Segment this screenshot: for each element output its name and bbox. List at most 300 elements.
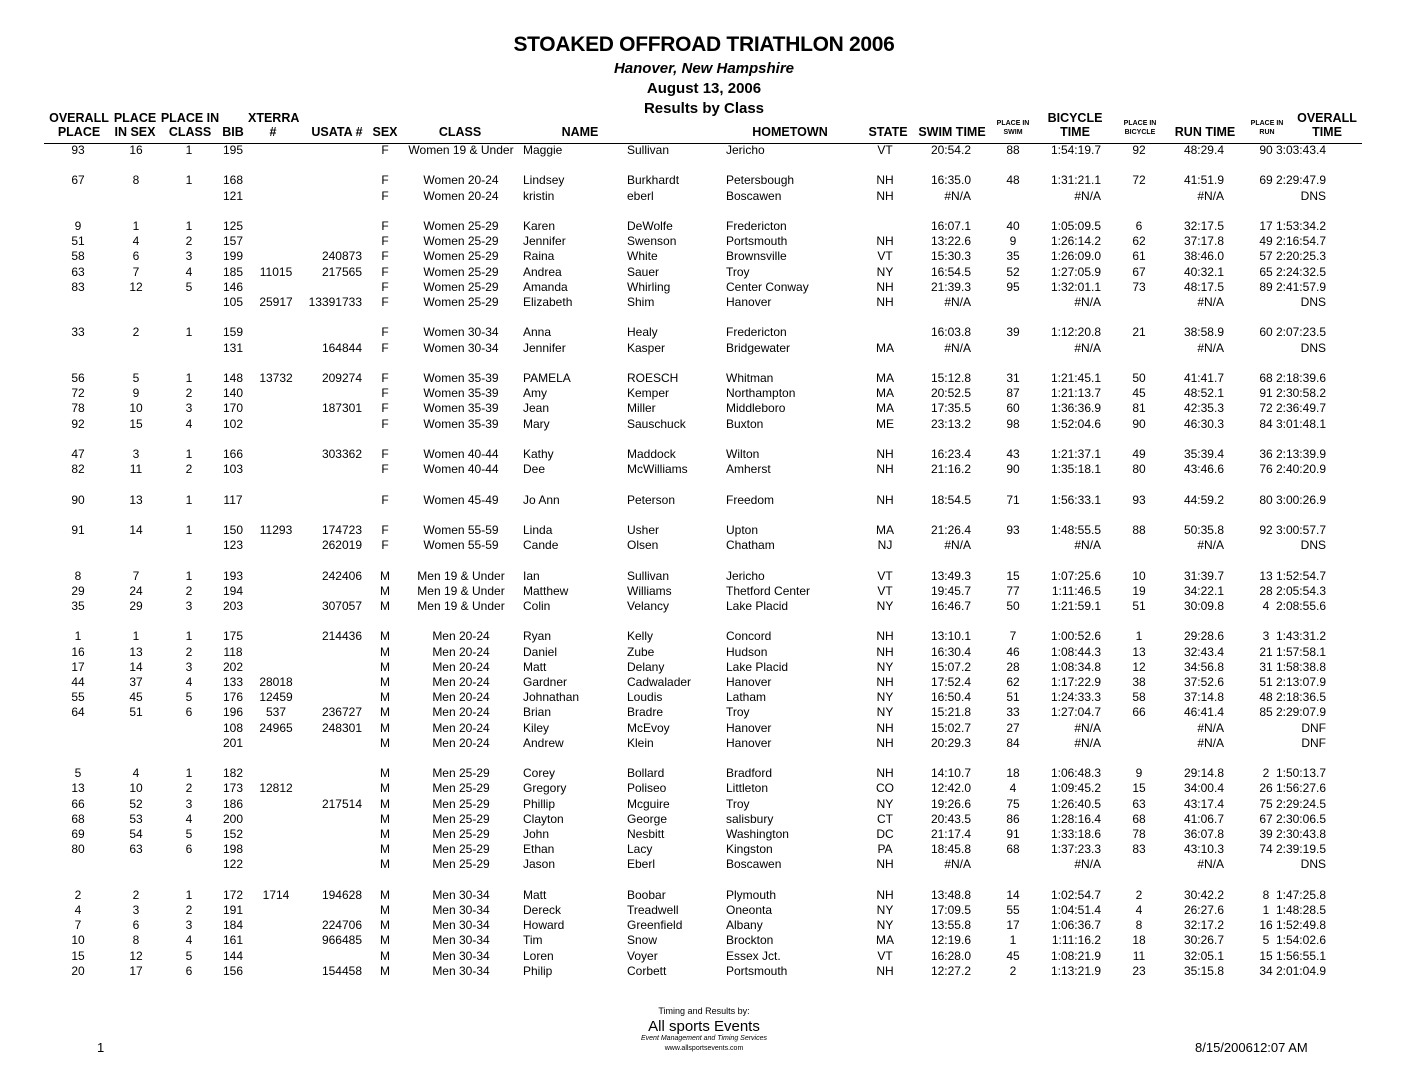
- cell-bikep: 58: [1132, 690, 1146, 705]
- cell-classp: 2: [185, 644, 193, 659]
- cell-runp: 89: [1259, 279, 1273, 294]
- cell-first: Colin: [523, 599, 551, 613]
- cell-overall: 82: [71, 462, 85, 477]
- cell-sex: M: [380, 842, 390, 857]
- cell-classp: 3: [185, 599, 193, 613]
- cell-bib: 191: [222, 903, 244, 917]
- cell-swim: 15:12.8: [930, 371, 971, 385]
- cell-sex: M: [380, 903, 390, 917]
- page-number: 1: [97, 1040, 105, 1055]
- cell-cls: Men 19 & Under: [417, 599, 505, 613]
- cell-bib: 108: [222, 720, 244, 735]
- cell-cls: Women 35-39: [423, 401, 499, 416]
- cell-cls: Men 25-29: [432, 796, 490, 811]
- cell-hometown: Hanover: [726, 295, 772, 309]
- cell-overall: 78: [71, 401, 85, 416]
- cell-bikep: 73: [1132, 279, 1146, 294]
- cell-last: McEvoy: [627, 720, 670, 735]
- cell-runp: 17: [1259, 219, 1273, 233]
- cell-first: Matt: [523, 887, 547, 902]
- cell-bike: #N/A: [1074, 538, 1101, 553]
- cell-bike: 1:35:18.1: [1050, 462, 1101, 477]
- cell-sex: M: [380, 644, 390, 659]
- cell-swimp: 31: [1006, 371, 1020, 385]
- cell-sexp: 13: [129, 492, 143, 507]
- cell-total: 1:47:25.8: [1275, 887, 1326, 902]
- cell-run: 44:59.2: [1183, 492, 1224, 507]
- header-xterra: XTERRA #: [248, 111, 300, 139]
- cell-bike: #N/A: [1074, 720, 1101, 735]
- cell-bikep: 51: [1132, 599, 1146, 613]
- cell-last: Sullivan: [627, 143, 670, 157]
- cell-total: 1:50:13.7: [1275, 766, 1326, 781]
- cell-classp: 1: [185, 568, 193, 583]
- cell-swimp: 52: [1006, 264, 1020, 279]
- cell-sexp: 4: [132, 766, 140, 781]
- cell-swim: #N/A: [944, 340, 971, 355]
- cell-overall: 68: [71, 811, 85, 826]
- cell-bike: 1:36:36.9: [1050, 401, 1101, 416]
- cell-xterra: 24965: [259, 720, 293, 735]
- cell-run: 50:35.8: [1183, 523, 1224, 537]
- cell-classp: 6: [185, 963, 193, 978]
- cell-cls: Men 20-24: [432, 675, 490, 689]
- cell-classp: 3: [185, 796, 193, 811]
- cell-run: 35:39.4: [1183, 447, 1224, 461]
- cell-bib: 102: [222, 416, 244, 431]
- cell-usata: 217514: [321, 796, 362, 811]
- cell-bike: 1:31:21.1: [1050, 173, 1101, 188]
- cell-swimp: 98: [1006, 416, 1020, 431]
- cell-classp: 1: [185, 492, 193, 507]
- cell-swim: 13:49.3: [930, 568, 971, 583]
- cell-run: 41:51.9: [1183, 173, 1224, 188]
- cell-sexp: 10: [129, 401, 143, 416]
- cell-classp: 3: [185, 659, 193, 674]
- cell-total: 2:16:54.7: [1275, 234, 1326, 249]
- cell-sex: M: [380, 675, 390, 689]
- cell-hometown: Troy: [726, 264, 750, 279]
- cell-runp: 4: [1262, 599, 1270, 613]
- cell-classp: 1: [185, 219, 193, 233]
- cell-total: 2:08:55.6: [1275, 599, 1326, 613]
- cell-cls: Women 25-29: [423, 249, 499, 264]
- cell-overall: 10: [71, 933, 85, 948]
- cell-usata: 154458: [321, 963, 362, 978]
- cell-total: 2:13:07.9: [1275, 675, 1326, 689]
- cell-state: NH: [876, 188, 894, 203]
- cell-swimp: 7: [1009, 629, 1017, 644]
- cell-swim: 21:16.2: [930, 462, 971, 477]
- cell-bikep: 83: [1132, 842, 1146, 857]
- cell-first: Elizabeth: [523, 295, 573, 309]
- cell-run: 46:30.3: [1183, 416, 1224, 431]
- cell-sex: M: [380, 887, 390, 902]
- cell-bikep: 49: [1132, 447, 1146, 461]
- cell-total: 2:30:43.8: [1275, 827, 1326, 841]
- cell-state: CT: [877, 811, 893, 826]
- cell-last: Cadwalader: [627, 675, 692, 689]
- cell-runp: 15: [1259, 948, 1273, 963]
- cell-state: MA: [876, 386, 894, 401]
- cell-first: Daniel: [523, 644, 558, 659]
- header-swim-time: SWIM TIME: [918, 125, 986, 139]
- cell-overall: 92: [71, 416, 85, 431]
- cell-bib: 199: [222, 249, 244, 264]
- cell-hometown: Concord: [726, 629, 772, 644]
- cell-hometown: Upton: [726, 523, 759, 537]
- cell-state: MA: [876, 340, 894, 355]
- cell-last: Swenson: [627, 234, 677, 249]
- cell-overall: 66: [71, 796, 85, 811]
- cell-first: Howard: [523, 918, 565, 933]
- cell-last: DeWolfe: [627, 219, 673, 233]
- event-date: August 13, 2006: [646, 80, 762, 97]
- cell-overall: 93: [71, 143, 85, 157]
- cell-sex: F: [381, 249, 389, 264]
- cell-state: NH: [876, 720, 894, 735]
- cell-first: Philip: [523, 963, 553, 978]
- cell-sexp: 6: [132, 249, 140, 264]
- cell-usata: 307057: [321, 599, 362, 613]
- cell-bib: 172: [222, 887, 244, 902]
- cell-bib: 156: [222, 963, 244, 978]
- cell-xterra: 1714: [262, 887, 290, 902]
- cell-swim: 14:10.7: [930, 766, 971, 781]
- cell-usata: 214436: [321, 629, 362, 644]
- cell-swimp: 62: [1006, 675, 1020, 689]
- cell-total: 1:52:49.8: [1275, 918, 1326, 933]
- cell-first: Dee: [523, 462, 546, 477]
- cell-bikep: 2: [1135, 887, 1143, 902]
- cell-run: 31:39.7: [1183, 568, 1224, 583]
- cell-first: Kiley: [523, 720, 550, 735]
- cell-state: NY: [876, 690, 894, 705]
- cell-first: Jennifer: [523, 234, 566, 249]
- cell-bike: 1:54:19.7: [1050, 143, 1101, 157]
- cell-last: Poliseo: [627, 781, 667, 796]
- cell-sexp: 1: [132, 219, 140, 233]
- cell-overall: 29: [71, 583, 85, 598]
- cell-bikep: 10: [1132, 568, 1146, 583]
- cell-runp: 80: [1259, 492, 1273, 507]
- header-hometown: HOMETOWN: [752, 125, 828, 139]
- cell-cls: Women 35-39: [423, 416, 499, 431]
- cell-bikep: 45: [1132, 386, 1146, 401]
- cell-first: Ethan: [523, 842, 555, 857]
- cell-run: 38:58.9: [1183, 325, 1224, 340]
- cell-overall: 63: [71, 264, 85, 279]
- cell-overall: 33: [71, 325, 85, 340]
- cell-last: Nesbitt: [627, 827, 665, 841]
- cell-run: 48:17.5: [1183, 279, 1224, 294]
- cell-first: Matt: [523, 659, 547, 674]
- cell-state: NH: [876, 234, 894, 249]
- cell-classp: 1: [185, 629, 193, 644]
- cell-run: #N/A: [1197, 720, 1224, 735]
- cell-state: NH: [876, 963, 894, 978]
- cell-runp: 92: [1259, 523, 1273, 537]
- cell-bikep: 66: [1132, 705, 1146, 720]
- cell-overall: 83: [71, 279, 85, 294]
- cell-swimp: 40: [1006, 219, 1020, 233]
- cell-hometown: Troy: [726, 796, 750, 811]
- cell-state: NH: [876, 295, 894, 309]
- cell-total: 1:48:28.5: [1275, 903, 1326, 917]
- cell-last: Mcguire: [627, 796, 670, 811]
- cell-overall: 90: [71, 492, 85, 507]
- cell-total: 2:29:47.9: [1275, 173, 1326, 188]
- cell-runp: 74: [1259, 842, 1273, 857]
- cell-bike: 1:21:37.1: [1050, 447, 1101, 461]
- cell-last: Sauer: [627, 264, 660, 279]
- cell-cls: Men 30-34: [432, 887, 490, 902]
- cell-hometown: Essex Jct.: [726, 948, 781, 963]
- cell-total: 1:56:55.1: [1275, 948, 1326, 963]
- cell-last: Kelly: [627, 629, 654, 644]
- cell-total: DNS: [1300, 188, 1326, 203]
- cell-bib: 140: [222, 386, 244, 401]
- cell-bikep: 23: [1132, 963, 1146, 978]
- cell-bib: 175: [222, 629, 244, 644]
- cell-first: kristin: [523, 188, 555, 203]
- cell-bike: 1:00:52.6: [1050, 629, 1101, 644]
- cell-runp: 39: [1259, 827, 1273, 841]
- cell-bike: 1:37:23.3: [1050, 842, 1101, 857]
- header-place-in-class: PLACE IN CLASS: [160, 111, 220, 139]
- cell-total: 2:13:39.9: [1275, 447, 1326, 461]
- cell-state: NH: [876, 887, 894, 902]
- cell-overall: 80: [71, 842, 85, 857]
- cell-sex: F: [381, 219, 389, 233]
- cell-first: Jason: [523, 857, 556, 872]
- cell-sex: F: [381, 173, 389, 188]
- cell-hometown: Littleton: [726, 781, 769, 796]
- cell-state: NH: [876, 173, 894, 188]
- cell-swimp: 75: [1006, 796, 1020, 811]
- cell-state: NH: [876, 857, 894, 872]
- cell-sex: F: [381, 447, 389, 461]
- cell-bib: 203: [222, 599, 244, 613]
- cell-total: 2:39:19.5: [1275, 842, 1326, 857]
- cell-cls: Women 19 & Under: [408, 143, 514, 157]
- cell-cls: Women 55-59: [423, 523, 499, 537]
- cell-sex: M: [380, 796, 390, 811]
- cell-cls: Women 35-39: [423, 386, 499, 401]
- cell-run: 32:05.1: [1183, 948, 1224, 963]
- cell-hometown: Chatham: [726, 538, 775, 553]
- cell-first: Amy: [523, 386, 547, 401]
- cell-overall: 2: [74, 887, 82, 902]
- cell-usata: 164844: [321, 340, 362, 355]
- cell-swim: #N/A: [944, 857, 971, 872]
- cell-swim: 15:30.3: [930, 249, 971, 264]
- cell-bib: 103: [222, 462, 244, 477]
- cell-first: Jennifer: [523, 340, 566, 355]
- cell-sex: M: [380, 735, 390, 750]
- cell-cls: Men 25-29: [432, 766, 490, 781]
- cell-last: Kemper: [627, 386, 670, 401]
- cell-swim: 21:26.4: [930, 523, 971, 537]
- cell-usata: 187301: [321, 401, 362, 416]
- cell-swim: 13:48.8: [930, 887, 971, 902]
- cell-state: VT: [877, 568, 893, 583]
- cell-swim: 16:35.0: [930, 173, 971, 188]
- cell-first: Jo Ann: [523, 492, 560, 507]
- cell-total: 2:18:36.5: [1275, 690, 1326, 705]
- cell-runp: 60: [1259, 325, 1273, 340]
- cell-total: 2:20:25.3: [1275, 249, 1326, 264]
- cell-bikep: 6: [1135, 219, 1143, 233]
- location-subtitle: Hanover, New Hampshire: [613, 60, 795, 77]
- cell-usata: 224706: [321, 918, 362, 933]
- cell-hometown: Freedom: [726, 492, 775, 507]
- cell-classp: 1: [185, 143, 193, 157]
- cell-cls: Men 20-24: [432, 690, 490, 705]
- cell-total: 2:01:04.9: [1275, 963, 1326, 978]
- header-usata: USATA #: [311, 125, 363, 139]
- header-place-in-bicycle: PLACE IN BICYCLE: [1123, 120, 1157, 136]
- cell-swimp: 77: [1006, 583, 1020, 598]
- cell-bike: 1:28:16.4: [1050, 811, 1101, 826]
- cell-cls: Men 30-34: [432, 933, 490, 948]
- cell-run: #N/A: [1197, 735, 1224, 750]
- cell-swimp: 27: [1006, 720, 1020, 735]
- cell-swim: 13:10.1: [930, 629, 971, 644]
- cell-bike: 1:21:13.7: [1050, 386, 1101, 401]
- header-name: NAME: [561, 125, 599, 139]
- cell-swimp: 1: [1009, 933, 1017, 948]
- cell-sex: M: [380, 948, 390, 963]
- cell-sexp: 8: [132, 173, 140, 188]
- cell-swim: 21:39.3: [930, 279, 971, 294]
- cell-last: Olsen: [627, 538, 659, 553]
- cell-sex: M: [380, 827, 390, 841]
- cell-runp: 72: [1259, 401, 1273, 416]
- cell-overall: 9: [74, 219, 82, 233]
- cell-bike: 1:09:45.2: [1050, 781, 1101, 796]
- cell-runp: 36: [1259, 447, 1273, 461]
- cell-hometown: Buxton: [726, 416, 764, 431]
- cell-first: Dereck: [523, 903, 562, 917]
- cell-bikep: 21: [1132, 325, 1146, 340]
- cell-state: NY: [876, 903, 894, 917]
- cell-bike: 1:13:21.9: [1050, 963, 1101, 978]
- results-title: Results by Class: [643, 100, 765, 117]
- cell-last: Shim: [627, 295, 655, 309]
- cell-bib: 202: [222, 659, 244, 674]
- cell-swim: 20:29.3: [930, 735, 971, 750]
- cell-bikep: 11: [1132, 948, 1146, 963]
- timing-credit: Timing and Results by:: [658, 1006, 750, 1016]
- cell-bike: #N/A: [1074, 295, 1101, 309]
- cell-sexp: 29: [129, 599, 143, 613]
- cell-classp: 1: [185, 173, 193, 188]
- cell-swim: 16:07.1: [930, 219, 971, 233]
- cell-bike: 1:06:36.7: [1050, 918, 1101, 933]
- cell-bike: #N/A: [1074, 188, 1101, 203]
- cell-bike: 1:24:33.3: [1050, 690, 1101, 705]
- cell-bib: 182: [222, 766, 244, 781]
- cell-classp: 4: [185, 811, 193, 826]
- cell-run: #N/A: [1197, 538, 1224, 553]
- cell-sex: M: [380, 766, 390, 781]
- cell-runp: 48: [1259, 690, 1273, 705]
- cell-bib: 201: [222, 735, 244, 750]
- cell-first: Linda: [523, 523, 553, 537]
- cell-first: Corey: [523, 766, 556, 781]
- cell-bikep: 67: [1132, 264, 1146, 279]
- cell-overall: 35: [71, 599, 85, 613]
- cell-runp: 2: [1262, 766, 1270, 781]
- cell-last: Voyer: [627, 948, 658, 963]
- cell-run: 34:00.4: [1183, 781, 1224, 796]
- cell-swimp: 18: [1006, 766, 1020, 781]
- cell-last: Treadwell: [627, 903, 679, 917]
- cell-sex: M: [380, 690, 390, 705]
- cell-classp: 2: [185, 462, 193, 477]
- cell-sex: F: [381, 401, 389, 416]
- cell-runp: 68: [1259, 371, 1273, 385]
- cell-bib: 148: [222, 371, 244, 385]
- cell-state: MA: [876, 401, 894, 416]
- cell-bikep: 19: [1132, 583, 1146, 598]
- cell-cls: Men 19 & Under: [417, 583, 505, 598]
- cell-cls: Men 25-29: [432, 857, 490, 872]
- cell-first: Andrew: [523, 735, 564, 750]
- cell-swim: #N/A: [944, 188, 971, 203]
- cell-run: 30:09.8: [1183, 599, 1224, 613]
- cell-swimp: 90: [1006, 462, 1020, 477]
- cell-overall: 44: [71, 675, 85, 689]
- cell-runp: 67: [1259, 811, 1273, 826]
- cell-hometown: Brockton: [726, 933, 774, 948]
- cell-cls: Women 20-24: [423, 173, 499, 188]
- cell-overall: 7: [74, 918, 82, 933]
- cell-xterra: 11293: [259, 523, 293, 537]
- cell-swim: 18:54.5: [930, 492, 971, 507]
- cell-classp: 1: [185, 371, 193, 385]
- cell-swimp: 91: [1006, 827, 1020, 841]
- cell-bikep: 63: [1132, 796, 1146, 811]
- cell-swim: 12:19.6: [930, 933, 971, 948]
- cell-first: Loren: [523, 948, 554, 963]
- cell-swimp: 39: [1006, 325, 1020, 340]
- cell-state: NH: [876, 735, 894, 750]
- cell-sex: M: [380, 629, 390, 644]
- cell-bike: 1:05:09.5: [1050, 219, 1101, 233]
- cell-usata: 209274: [321, 371, 362, 385]
- cell-cls: Men 30-34: [432, 918, 490, 933]
- cell-sexp: 6: [132, 918, 140, 933]
- cell-swimp: 55: [1006, 903, 1020, 917]
- header-place-in-sex: PLACE IN SEX: [113, 111, 157, 139]
- cell-state: NY: [876, 659, 894, 674]
- cell-bib: 118: [223, 644, 243, 659]
- cell-sex: M: [380, 857, 390, 872]
- cell-cls: Women 45-49: [423, 492, 499, 507]
- header-state: STATE: [868, 125, 908, 139]
- cell-total: 2:41:57.9: [1275, 279, 1326, 294]
- cell-cls: Men 30-34: [432, 948, 490, 963]
- cell-sex: F: [381, 386, 389, 401]
- cell-classp: 6: [185, 705, 193, 720]
- cell-hometown: Thetford Center: [726, 583, 811, 598]
- cell-bikep: 13: [1132, 644, 1146, 659]
- cell-hometown: Fredericton: [726, 325, 787, 340]
- cell-run: 37:17.8: [1183, 234, 1224, 249]
- cell-last: Snow: [627, 933, 658, 948]
